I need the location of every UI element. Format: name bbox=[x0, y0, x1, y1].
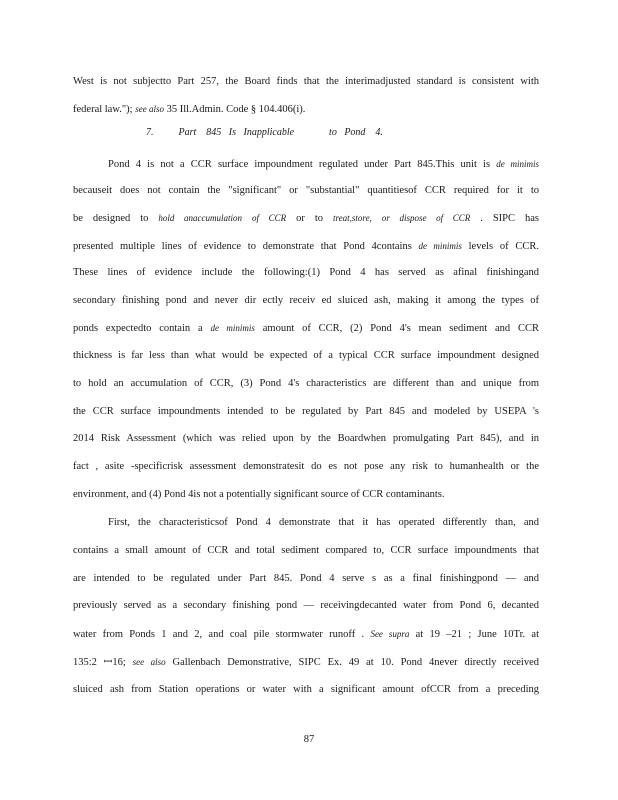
line-text: Pond 4 is not a CCR surface impoundment regulated under Part 845.This unit is bbox=[108, 159, 497, 170]
line-text: are intended to be regulated under Part 845. Pond 4 serve s as a final finishingpond — and bbox=[73, 573, 539, 584]
line-text: levels of CCR. bbox=[461, 241, 539, 252]
text-line bbox=[73, 572, 539, 586]
line-text: secondary finishing pond and never dir ectly receiv ed sluiced ash, making it among the types of bbox=[73, 295, 539, 306]
italic-text: or dispose of CCR bbox=[381, 213, 471, 223]
text-line bbox=[108, 157, 539, 172]
italic-text: See supra bbox=[370, 629, 410, 639]
text-line bbox=[73, 349, 539, 363]
text-line bbox=[73, 211, 539, 226]
italic-text: see also bbox=[132, 657, 166, 667]
line-text: First, the characteristicsof Pond 4 demonstrate that it has operated differently than, and bbox=[108, 517, 539, 528]
italic-text: hold anaccumulation bbox=[158, 213, 242, 223]
italic-text: treat,store, bbox=[333, 213, 372, 223]
line-text bbox=[242, 213, 252, 224]
line-text: federal law."); bbox=[73, 104, 136, 115]
page-number: 87 bbox=[303, 734, 315, 745]
text-line bbox=[73, 683, 539, 697]
line-text: previously served as a secondary finishing pond — receivingdecanted water from Pond 6, decanted bbox=[73, 600, 539, 611]
italic-text: de minimis bbox=[210, 323, 255, 333]
text-line bbox=[73, 184, 539, 198]
text-line bbox=[73, 294, 539, 308]
line-text: at 19 –21 ; June 10Tr. at bbox=[409, 629, 540, 640]
text-line bbox=[73, 432, 539, 446]
section-heading: 7. Part 845 Is Inapplicable to Pond 4. bbox=[146, 127, 383, 138]
italic-text: see also bbox=[135, 104, 164, 114]
text-line bbox=[73, 102, 539, 117]
text-line bbox=[73, 377, 539, 391]
text-line bbox=[73, 544, 539, 558]
line-text: 135:2 ꟷ16; bbox=[73, 657, 133, 668]
text-line bbox=[108, 516, 539, 530]
line-text: 35 Ill.Admin. Code § 104.406(i). bbox=[163, 104, 306, 115]
line-text: the CCR surface impoundments intended to be regulated by Part 845 and modeled by USEPA 's bbox=[73, 406, 539, 417]
line-text: These lines of evidence include the following:(1) Pond 4 has served as afinal finishingand bbox=[73, 267, 539, 278]
line-text: or to bbox=[286, 213, 334, 224]
text-line bbox=[73, 627, 539, 642]
text-line bbox=[73, 405, 539, 419]
text-line bbox=[73, 75, 539, 89]
line-text: ponds expectedto contain a bbox=[73, 323, 211, 334]
line-text: be designed to bbox=[73, 213, 159, 224]
line-text: presented multiple lines of evidence to demonstrate that Pond 4contains bbox=[73, 241, 419, 252]
line-text: contains a small amount of CCR and total sediment compared to, CCR surface impoundments that bbox=[73, 545, 539, 556]
line-text: 2014 Risk Assessment (which was relied upon by the Boardwhen promulgating Part 845), and in bbox=[73, 433, 539, 444]
line-text: environment, and (4) Pond 4is not a potentially significant source of CCR contaminants. bbox=[73, 489, 445, 500]
text-line bbox=[73, 599, 539, 613]
line-text: Gallenbach Demonstrative, SIPC Ex. 49 at 10. Pond 4never directly received bbox=[165, 657, 539, 668]
line-text: fact , asite -specificrisk assessment demonstratesit do es not pose any risk to humanhealth or the bbox=[73, 461, 539, 472]
line-text: amount of CCR, (2) Pond 4's mean sediment and CCR bbox=[254, 323, 539, 334]
text-line bbox=[73, 460, 539, 474]
italic-text: de minimis bbox=[418, 241, 462, 251]
text-line bbox=[73, 239, 539, 254]
text-line bbox=[73, 488, 539, 502]
line-text: to hold an accumulation of CCR, (3) Pond 4's characteristics are different than and unique from bbox=[73, 378, 539, 389]
line-text bbox=[372, 213, 382, 224]
italic-text: de minimis bbox=[496, 159, 539, 169]
line-text: sluiced ash from Station operations or water with a significant amount ofCCR from a preceding bbox=[73, 684, 539, 695]
line-text: thickness is far less than what would be expected of a typical CCR surface impoundment designed bbox=[73, 350, 539, 361]
text-line bbox=[73, 266, 539, 280]
line-text: . SIPC has bbox=[470, 213, 539, 224]
line-text: water from Ponds 1 and 2, and coal pile stormwater runoff . bbox=[73, 629, 371, 640]
text-line bbox=[73, 321, 539, 336]
line-text: becauseit does not contain the "significant" or "substantial" quantitiesof CCR required for it to bbox=[73, 185, 539, 196]
line-text: West is not subjectto Part 257, the Board finds that the interimadjusted standard is consistent with bbox=[73, 76, 539, 87]
text-line bbox=[73, 655, 539, 670]
italic-text: of CCR bbox=[252, 213, 287, 223]
